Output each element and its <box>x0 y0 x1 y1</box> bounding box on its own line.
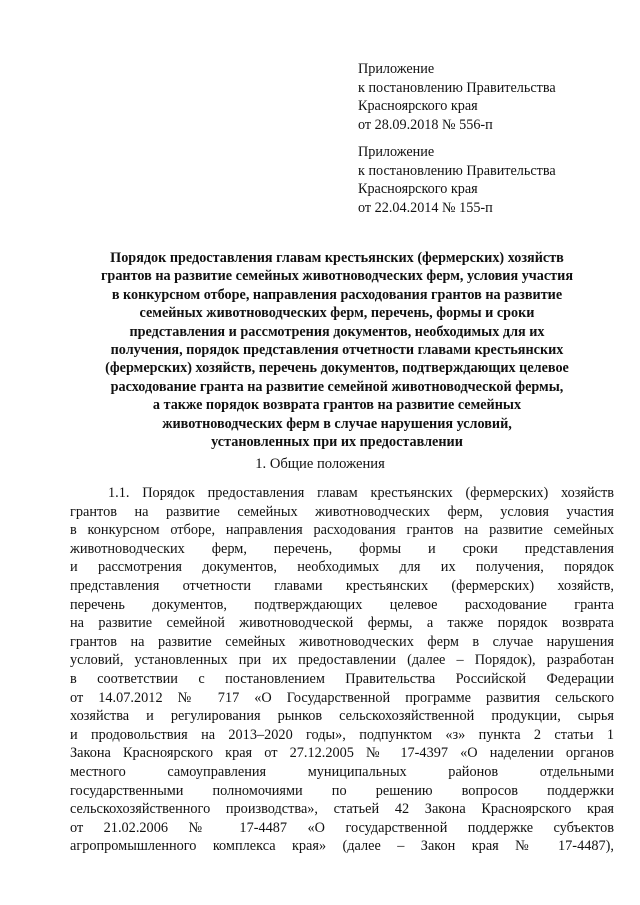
body-line: перечень документов, подтверждающих целевое расходование гранта <box>70 596 614 613</box>
title-line: получения, порядок представления отчетности главами крестьянских <box>110 342 564 359</box>
title-line: Порядок предоставления главам крестьянских (фермерских) хозяйств <box>110 250 564 266</box>
section-heading: 1. Общие положения <box>255 456 385 472</box>
appendix-block-1 <box>358 60 556 134</box>
appendix-2-line: Приложение <box>358 144 435 160</box>
appendix-1-line: Красноярского края <box>358 98 478 115</box>
title-line: грантов на развитие семейных животноводческих ферм, условия участия <box>100 268 574 285</box>
body-line: условий, установленных при их предоставлении (далее – Порядок), разработан <box>70 652 614 669</box>
body-line: государственными полномочиями по решению вопросов поддержки <box>70 782 614 799</box>
title-line: расходование гранта на развитие семейной животноводческой фермы, <box>110 378 564 395</box>
title-line: представления и рассмотрения документов, необходимых для их <box>129 323 545 340</box>
body-line: 1.1. Порядок предоставления главам крестьянских (фермерских) хозяйств <box>108 485 614 501</box>
appendix-2-line: Красноярского края <box>358 181 478 198</box>
body-line: хозяйства и регулирования рынков сельскохозяйственной продукции, сырья <box>70 708 614 725</box>
body-line: и продовольствия на 2013–2020 годы», подпунктом «з» пункта 2 статьи 1 <box>70 726 614 743</box>
title-line: животноводческих ферм в случае нарушения условий, <box>162 415 512 432</box>
appendix-block-2 <box>358 143 556 217</box>
body-line: сельскохозяйственного производства», статьей 42 Закона Красноярского края <box>70 801 614 818</box>
body-paragraph <box>70 484 614 856</box>
body-line: грантов на развитие семейных животноводческих ферм в случае нарушения <box>70 633 614 650</box>
body-line: от 21.02.2006 № 17-4487 «О государственной поддержке субъектов <box>70 819 614 836</box>
appendix-2-line: от 22.04.2014 № 155-п <box>358 199 493 216</box>
body-line: на развитие семейной животноводческой фермы, а также порядок возврата <box>70 615 614 632</box>
appendix-2-line: к постановлению Правительства <box>358 162 556 179</box>
body-line: агропромышленного комплекса края» (далее – Закон края № 17-4487), <box>70 838 614 855</box>
body-line: Закона Красноярского края от 27.12.2005 № 17-4397 «О наделении органов <box>70 745 614 762</box>
title-line: семейных животноводческих ферм, перечень, формы и сроки <box>139 305 535 322</box>
appendix-1-line: Приложение <box>358 61 435 77</box>
appendix-1-line: к постановлению Правительства <box>358 79 556 96</box>
title-line: установленных при их предоставлении <box>211 434 463 451</box>
body-line: и рассмотрения документов, необходимых для их получения, порядок <box>70 559 614 576</box>
body-line: местного самоуправления муниципальных районов отдельными <box>70 763 614 780</box>
title-line: в конкурсном отборе, направления расходования грантов на развитие <box>111 286 563 303</box>
body-line: в конкурсном отборе, направления расходования грантов на развитие семейных <box>70 522 614 539</box>
document-title <box>60 249 614 451</box>
body-line: от 14.07.2012 № 717 «О Государственной программе развития сельского <box>70 689 614 706</box>
body-line: грантов на развитие семейных животноводческих ферм, условия участия <box>70 503 614 520</box>
body-line: животноводческих ферм, перечень, формы и сроки представления <box>70 540 614 557</box>
appendix-1-line: от 28.09.2018 № 556-п <box>358 116 493 133</box>
title-line: (фермерских) хозяйств, перечень документов, подтверждающих целевое <box>105 360 569 377</box>
body-line: представления отчетности главами крестьянских (фермерских) хозяйств, <box>70 577 614 594</box>
body-line: в соответствии с постановлением Правительства Российской Федерации <box>70 670 614 687</box>
title-line: а также порядок возврата грантов на развитие семейных <box>152 397 522 414</box>
